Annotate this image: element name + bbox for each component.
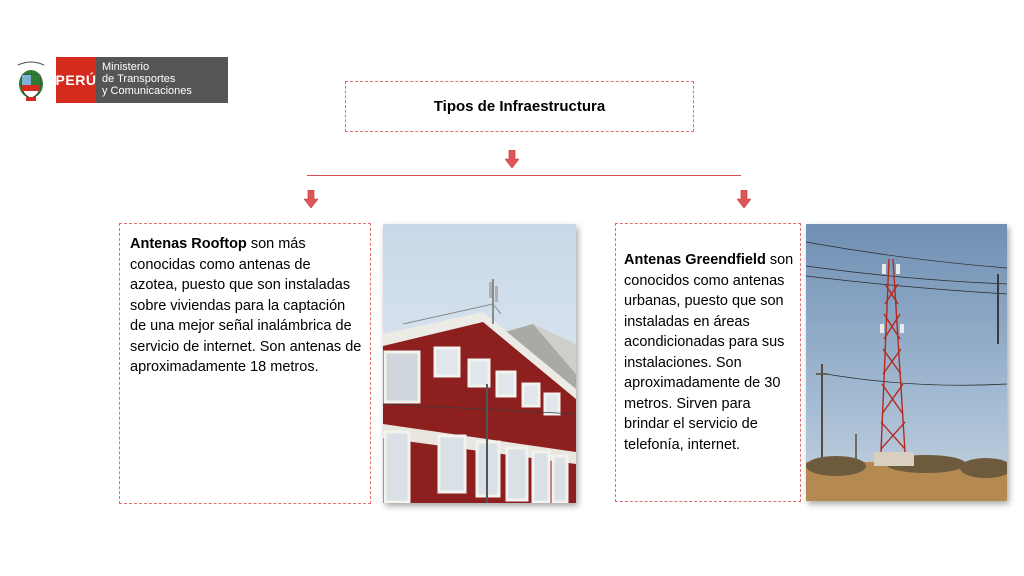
logo-line-2: de Transportes bbox=[102, 73, 176, 85]
greenfield-term: Antenas Greendfield bbox=[624, 252, 766, 268]
logo-line-1: Ministerio bbox=[102, 61, 150, 73]
down-arrow-icon bbox=[505, 150, 519, 168]
logo-country: PERÚ bbox=[56, 57, 96, 103]
rooftop-term: Antenas Rooftop bbox=[130, 236, 247, 252]
connector-line bbox=[307, 175, 741, 176]
rooftop-antenna-photo bbox=[383, 224, 576, 503]
title-box bbox=[345, 81, 694, 132]
logo-line-3: y Comunicaciones bbox=[102, 85, 192, 97]
rooftop-text: son más conocidas como antenas de azotea, puesto que son instaladas sobre viviendas para la captación de una mejor señal inalámbrica de servicio de internet. Son antenas de aproximadamente 18 metros. bbox=[130, 236, 362, 375]
page-title: Tipos de Infraestructura bbox=[433, 98, 606, 115]
rooftop-description bbox=[119, 223, 371, 504]
down-arrow-right-icon bbox=[737, 190, 751, 208]
logo-ministry-name bbox=[96, 57, 228, 103]
greenfield-tower-photo bbox=[806, 224, 1007, 501]
down-arrow-left-icon bbox=[304, 190, 318, 208]
ministry-logo bbox=[12, 56, 228, 104]
greenfield-text: son conocidos como antenas urbanas, puesto que son instaladas en áreas acondicionadas para sus instalaciones. Son aproximadamente de 30 metros. Sirven para brindar el servicio de telefonía, internet. bbox=[624, 252, 794, 453]
greenfield-description bbox=[615, 223, 801, 502]
coat-of-arms-icon bbox=[12, 57, 50, 103]
